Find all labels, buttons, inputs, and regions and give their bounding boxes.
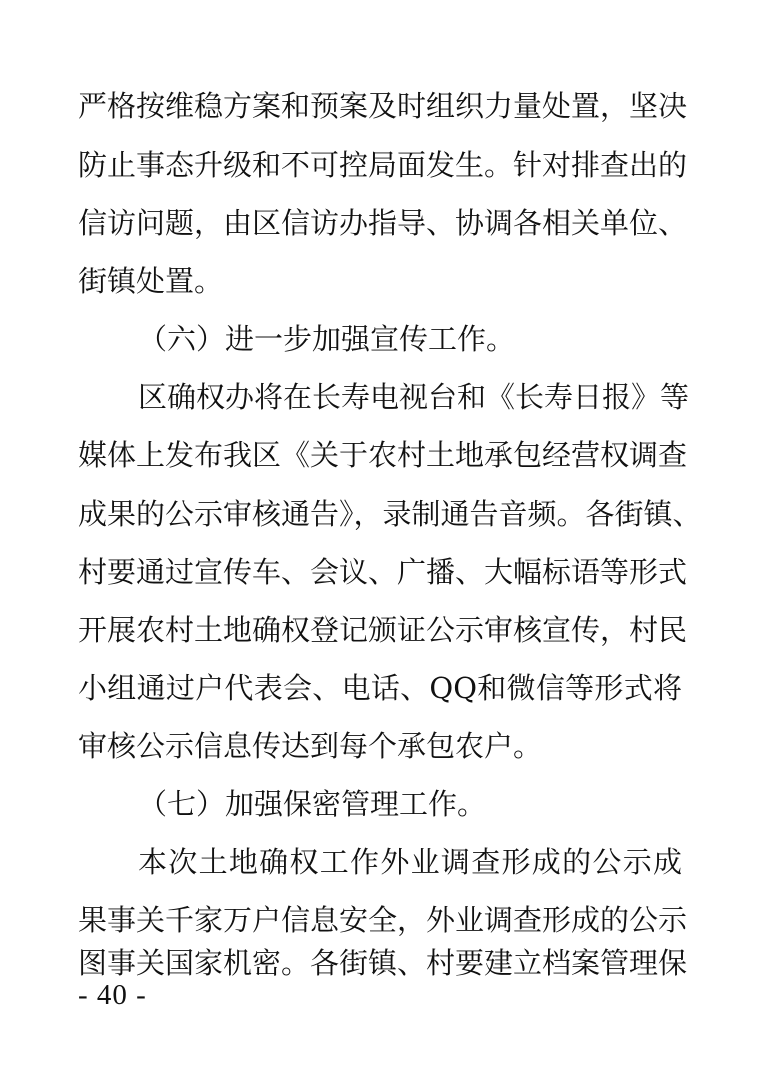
text-line-16: 图事关国家机密。各街镇、村要建立档案管理保 xyxy=(78,946,688,980)
text-line-3: 信访问题，由区信访办指导、协调各相关单位、 xyxy=(78,206,688,240)
section-heading-seven: （七）加强保密管理工作。 xyxy=(138,787,487,821)
text-line-1: 严格按维稳方案和预案及时组织力量处置，坚决 xyxy=(78,89,688,123)
text-line-10: 开展农村土地确权登记颁证公示审核宣传，村民 xyxy=(78,613,688,647)
text-line-9: 村要通过宣传车、会议、广播、大幅标语等形式 xyxy=(78,555,688,589)
text-line-7: 媒体上发布我区《关于农村土地承包经营权调查 xyxy=(78,438,688,472)
text-line-14: 本次土地确权工作外业调查形成的公示成 xyxy=(138,845,682,879)
text-line-2: 防止事态升级和不可控局面发生。针对排查出的 xyxy=(78,148,688,182)
text-line-15: 果事关千家万户信息安全，外业调查形成的公示 xyxy=(78,903,688,937)
text-line-12: 审核公示信息传达到每个承包农户。 xyxy=(78,729,543,763)
text-line-8: 成果的公示审核通告》，录制通告音频。各街镇、 xyxy=(78,497,702,531)
page-number: - 40 - xyxy=(78,979,147,1011)
section-heading-six: （六）进一步加强宣传工作。 xyxy=(138,322,516,356)
text-line-11: 小组通过户代表会、电话、QQ和微信等形式将 xyxy=(78,671,682,705)
text-line-4: 街镇处置。 xyxy=(78,264,224,298)
text-line-6: 区确权办将在长寿电视台和《长寿日报》等 xyxy=(138,380,690,414)
